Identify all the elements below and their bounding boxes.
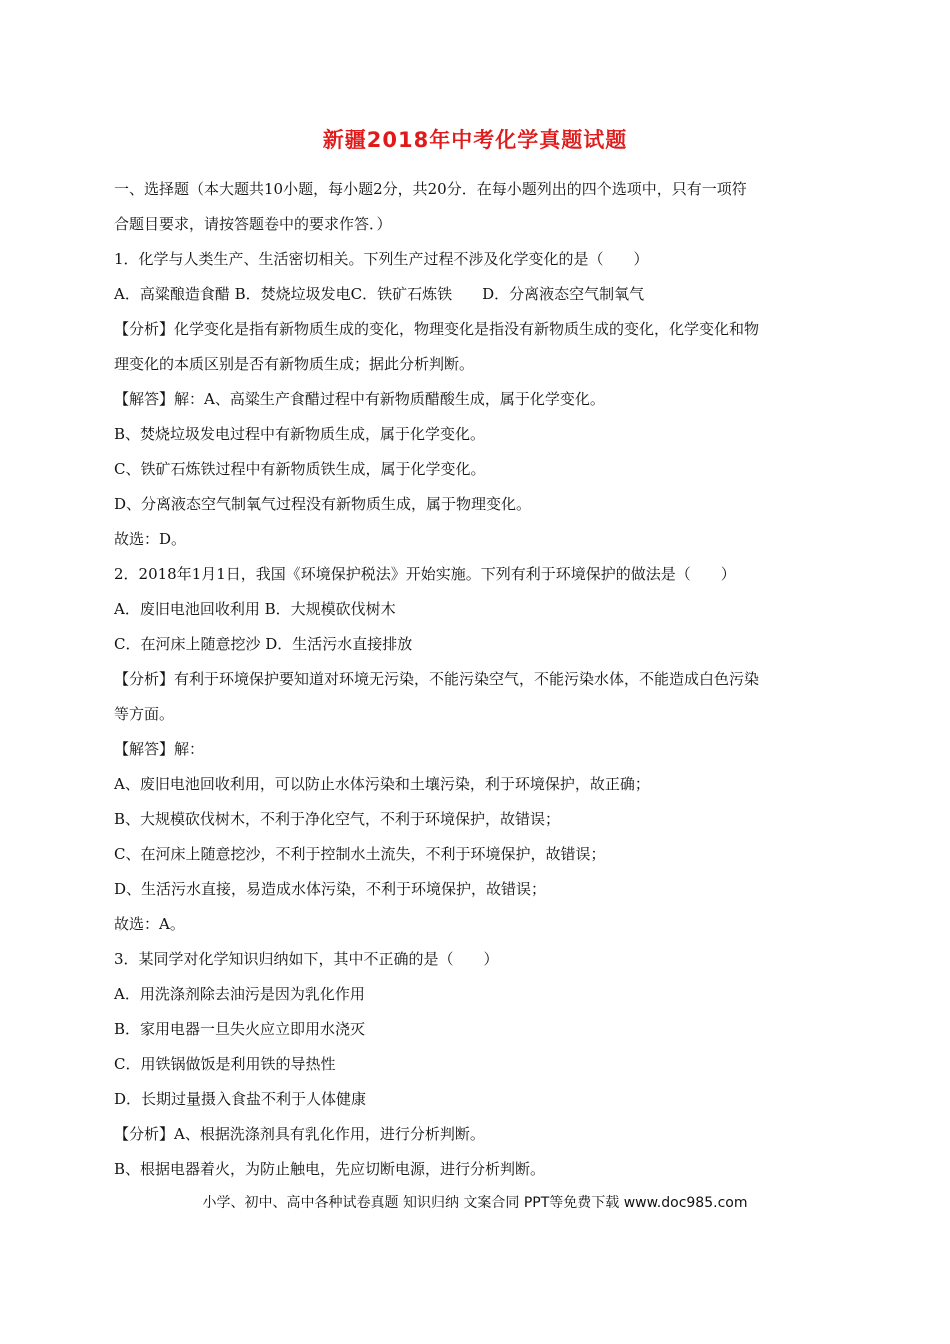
text-line: A、废旧电池回收利用，可以防止水体污染和土壤污染，利于环境保护，故正确； <box>114 775 650 793</box>
text-line: 【分析】有利于环境保护要知道对环境无污染，不能污染空气，不能污染水体，不能造成白色污染 <box>114 670 760 688</box>
page-footer: 小学、初中、高中各种试卷真题 知识归纳 文案合同 PPT等免费下载 www.doc985.com <box>202 1195 748 1211</box>
text-line: 2．2018年1月1日，我国《环境保护税法》开始实施。下列有利于环境保护的做法是（ ） <box>114 565 736 583</box>
text-line: 故选：A。 <box>114 915 185 933</box>
text-line: 故选：D。 <box>114 530 187 548</box>
text-line: D、生活污水直接，易造成水体污染，不利于环境保护，故错误； <box>114 880 547 898</box>
text-line: D、分离液态空气制氧气过程没有新物质生成，属于物理变化。 <box>114 495 532 513</box>
page-title: 新疆2018年中考化学真题试题 <box>322 128 628 152</box>
text-line: C．在河床上随意挖沙 D．生活污水直接排放 <box>114 635 413 653</box>
text-line: C、铁矿石炼铁过程中有新物质铁生成，属于化学变化。 <box>114 460 486 478</box>
text-line: B．家用电器一旦失火应立即用水浇灭 <box>114 1020 366 1038</box>
text-line: 【分析】A、根据洗涤剂具有乳化作用，进行分析判断。 <box>114 1125 485 1143</box>
text-line: 3．某同学对化学知识归纳如下，其中不正确的是（ ） <box>114 950 499 968</box>
text-line: 合题目要求，请按答题卷中的要求作答．） <box>114 215 392 233</box>
text-line: A．用洗涤剂除去油污是因为乳化作用 <box>114 985 365 1003</box>
text-line: 【解答】解： <box>114 740 205 758</box>
text-line: 【分析】化学变化是指有新物质生成的变化，物理变化是指没有新物质生成的变化，化学变化和物 <box>114 320 760 338</box>
text-line: 理变化的本质区别是否有新物质生成；据此分析判断。 <box>114 355 475 373</box>
text-line: 一、选择题（本大题共10小题，每小题2分，共20分．在每小题列出的四个选项中，只有一项符 <box>114 180 747 198</box>
text-line: 【解答】解：A、高粱生产食醋过程中有新物质醋酸生成，属于化学变化。 <box>114 390 605 408</box>
text-line: B、焚烧垃圾发电过程中有新物质生成，属于化学变化。 <box>114 425 486 443</box>
text-line: 1．化学与人类生产、生活密切相关。下列生产过程不涉及化学变化的是（ ） <box>114 250 649 268</box>
text-line: A．废旧电池回收利用 B．大规模砍伐树木 <box>114 600 396 618</box>
text-line: C．用铁锅做饭是利用铁的导热性 <box>114 1055 336 1073</box>
text-line: D．长期过量摄入食盐不利于人体健康 <box>114 1090 367 1108</box>
text-line: C、在河床上随意挖沙，不利于控制水土流失，不利于环境保护，故错误； <box>114 845 606 863</box>
text-line: A．高粱酿造食醋 B．焚烧垃圾发电C．铁矿石炼铁 D．分离液态空气制氧气 <box>114 285 645 303</box>
text-line: 等方面。 <box>114 705 175 723</box>
text-line: B、大规模砍伐树木，不利于净化空气，不利于环境保护，故错误； <box>114 810 561 828</box>
text-line: B、根据电器着火，为防止触电，先应切断电源，进行分析判断。 <box>114 1160 546 1178</box>
